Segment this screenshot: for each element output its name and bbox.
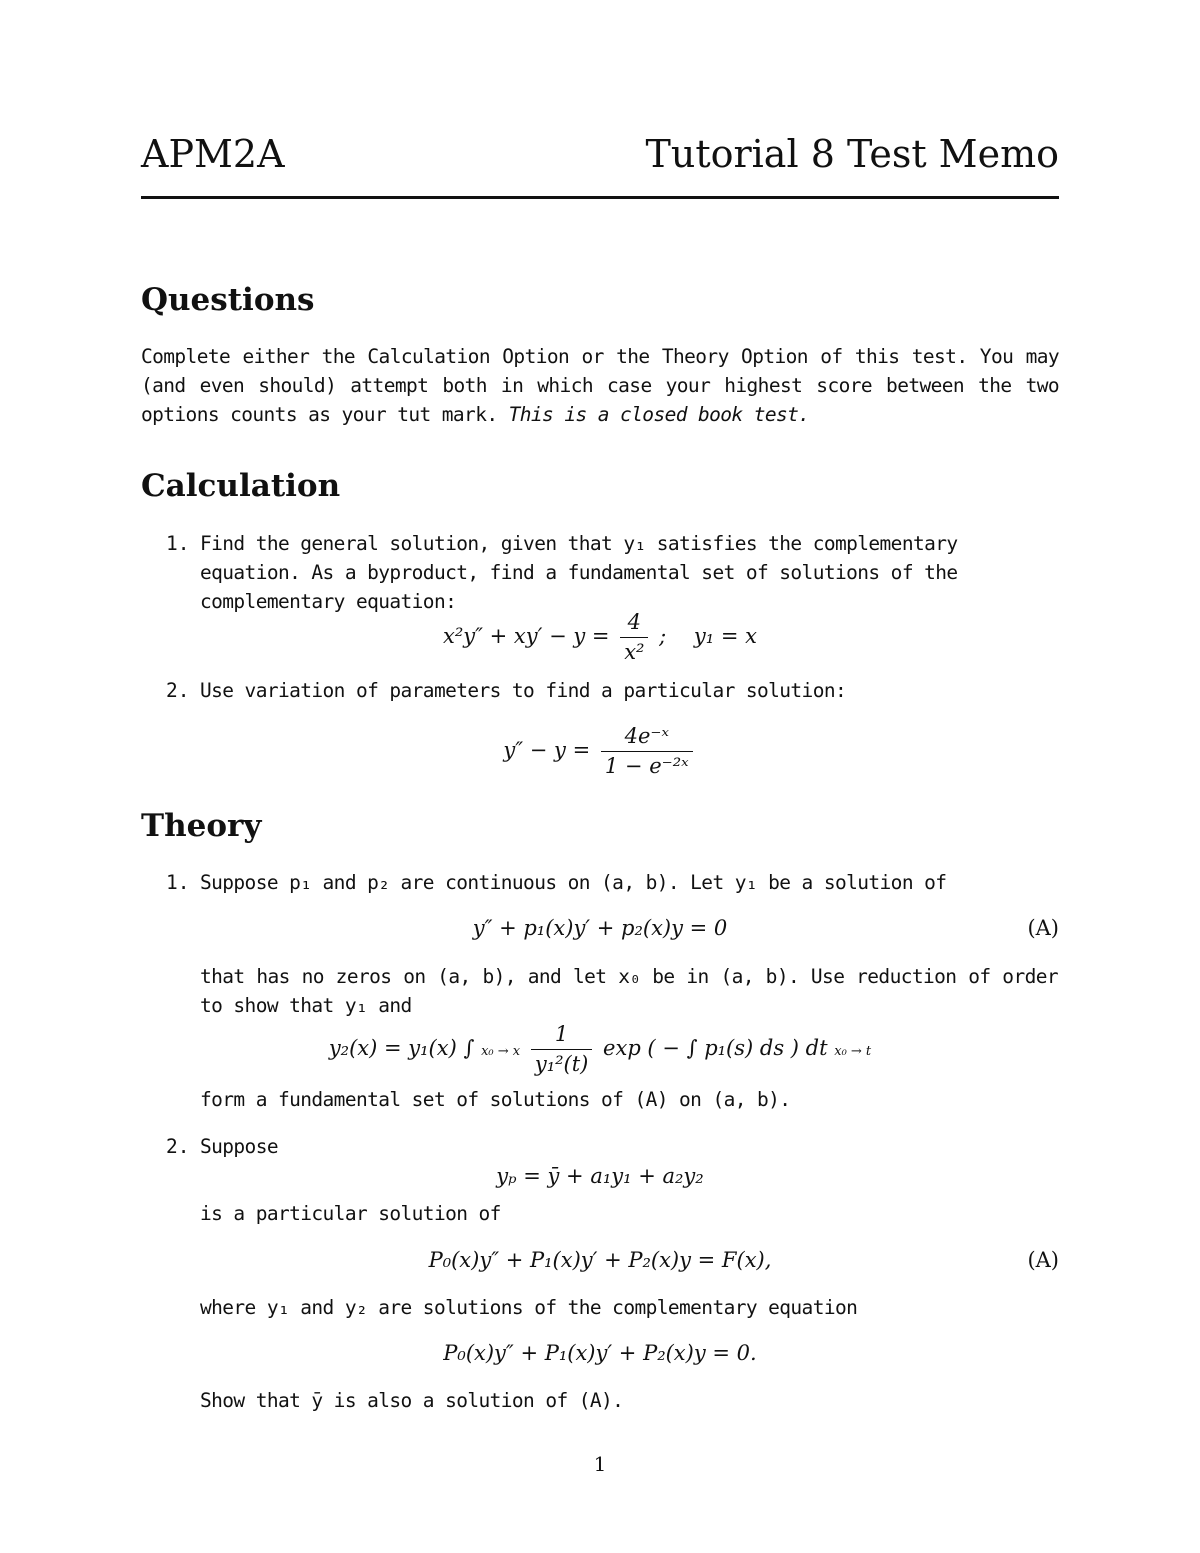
theory-item-2-number: 2. bbox=[166, 1135, 190, 1158]
eq-denominator: x² bbox=[624, 640, 645, 664]
theory-item-2-text4: Show that ȳ is also a solution of (A). bbox=[200, 1389, 624, 1412]
calc-item-2-text: Use variation of parameters to find a particular solution: bbox=[200, 679, 847, 702]
eq-lhs: x²y″ + xy′ − y = bbox=[443, 624, 610, 648]
calc-item-1-number: 1. bbox=[166, 532, 190, 555]
theory-item-1-equation: y″ + p₁(x)y′ + p₂(x)y = 0 bbox=[472, 916, 728, 940]
calc-item-1-text: Find the general solution, given that y₁ satisfies the complementary equation. As a byproduct, find a fundamental set of solutions of the complementary equation: bbox=[200, 532, 958, 613]
eq-fraction bbox=[620, 608, 648, 667]
theory-item-2-text2: is a particular solution of bbox=[200, 1202, 501, 1225]
eq-lhs: y″ − y = bbox=[503, 738, 591, 762]
eq-numerator: 4e⁻ˣ bbox=[601, 722, 693, 752]
header-rule bbox=[141, 196, 1059, 199]
calc-item-1-equation bbox=[141, 608, 1059, 667]
eq-numerator: 4 bbox=[620, 608, 648, 638]
eq-rhs: exp ( − ∫ p₁(s) ds ) dt bbox=[603, 1036, 828, 1060]
page-number: 1 bbox=[593, 1452, 607, 1476]
eq-fraction bbox=[531, 1020, 593, 1079]
theory-item-2-equation3: P₀(x)y″ + P₁(x)y′ + P₂(x)y = 0. bbox=[443, 1341, 757, 1365]
course-code: APM2A bbox=[141, 132, 285, 176]
theory-item-1-text3: form a fundamental set of solutions of (A) on (a, b). bbox=[200, 1088, 791, 1111]
intro-italic: This is a closed book test. bbox=[508, 403, 810, 426]
calc-item-2-number: 2. bbox=[166, 679, 190, 702]
equation-tag: (A) bbox=[1027, 1248, 1059, 1272]
theory-item-2-text: Suppose bbox=[200, 1135, 278, 1158]
eq-denominator: 1 − e⁻²ˣ bbox=[604, 754, 689, 778]
theory-item-2-equation2: P₀(x)y″ + P₁(x)y′ + P₂(x)y = F(x), bbox=[428, 1248, 772, 1272]
eq-lhs: y₂(x) = y₁(x) ∫ bbox=[328, 1036, 475, 1060]
eq-numerator: 1 bbox=[531, 1020, 593, 1050]
questions-intro bbox=[141, 342, 1059, 429]
questions-heading: Questions bbox=[141, 282, 315, 318]
eq-denominator: y₁²(t) bbox=[534, 1052, 589, 1076]
theory-item-1-text2: that has no zeros on (a, b), and let x₀ be in (a, b). Use reduction of order to show that y₁ and bbox=[200, 965, 1058, 1017]
inner-integral-limits: x₀ → t bbox=[834, 1044, 872, 1059]
eq-rhs: ; y₁ = x bbox=[659, 624, 757, 648]
theory-item-2-text3: where y₁ and y₂ are solutions of the complementary equation bbox=[200, 1296, 858, 1319]
theory-item-2-equation: yₚ = ȳ + a₁y₁ + a₂y₂ bbox=[496, 1164, 704, 1188]
integral-limits: x₀ → x bbox=[481, 1044, 521, 1059]
calc-item-2-equation bbox=[141, 722, 1059, 781]
calculation-heading: Calculation bbox=[141, 468, 341, 504]
document-title: Tutorial 8 Test Memo bbox=[645, 132, 1059, 176]
theory-item-1-text: Suppose p₁ and p₂ are continuous on (a, b). Let y₁ be a solution of bbox=[200, 871, 947, 894]
theory-heading: Theory bbox=[141, 808, 262, 844]
equation-tag: (A) bbox=[1027, 916, 1059, 940]
theory-item-1-number: 1. bbox=[166, 871, 190, 894]
theory-item-1-equation2 bbox=[141, 1020, 1059, 1079]
intro-text: Complete either the Calculation Option or the Theory Option of this test. You may (and even should) attempt both in which case your highest score between the two options counts as your tut mark. bbox=[141, 345, 1059, 426]
eq-fraction bbox=[601, 722, 693, 781]
